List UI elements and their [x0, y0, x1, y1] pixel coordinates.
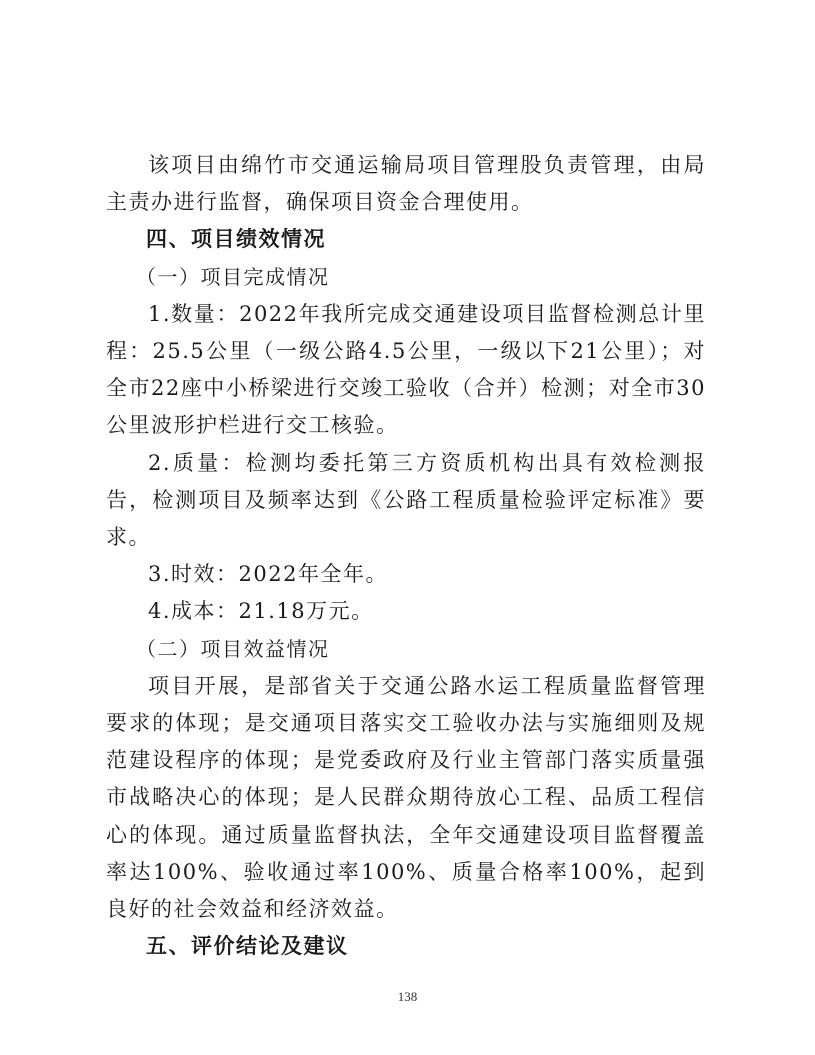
document-body	[106, 147, 706, 965]
section-heading-performance: 四、项目绩效情况	[146, 227, 326, 252]
paragraph-benefits: 项目开展，是部省关于交通公路水运工程质量监督管理要求的体现；是交通项目落实交工验收办法与实施细则及规范建设程序的体现；是党委政府及行业主管部门落实质量强市战略决心的体现；是人民群众期待放心工程、品质工程信心的体现。通过质量监督执法，全年交通建设项目监督覆盖率达100%、验收通过率100%、质量合格率100%，起到良好的社会效益和经济效益。	[106, 673, 706, 922]
paragraph-quantity: 1.数量：2022年我所完成交通建设项目监督检测总计里程：25.5公里（一级公路4.5公里，一级以下21公里）；对全市22座中小桥梁进行交竣工验收（合并）检测；对全市30公里波形护栏进行交工核验。	[106, 301, 706, 438]
subheading-completion: （一）项目完成情况	[136, 264, 330, 289]
paragraph-timeliness: 3.时效：2022年全年。	[148, 562, 388, 587]
page-number: 138	[397, 989, 418, 1004]
subheading-benefits: （二）项目效益情况	[136, 636, 330, 661]
paragraph-cost: 4.成本：21.18万元。	[148, 599, 374, 624]
section-heading-conclusion: 五、评价结论及建议	[146, 934, 349, 959]
paragraph-management: 该项目由绵竹市交通运输局项目管理股负责管理，由局主责办进行监督，确保项目资金合理使用。	[106, 153, 706, 215]
paragraph-quality: 2.质量：检测均委托第三方资质机构出具有效检测报告，检测项目及频率达到《公路工程质量检验评定标准》要求。	[106, 450, 706, 550]
